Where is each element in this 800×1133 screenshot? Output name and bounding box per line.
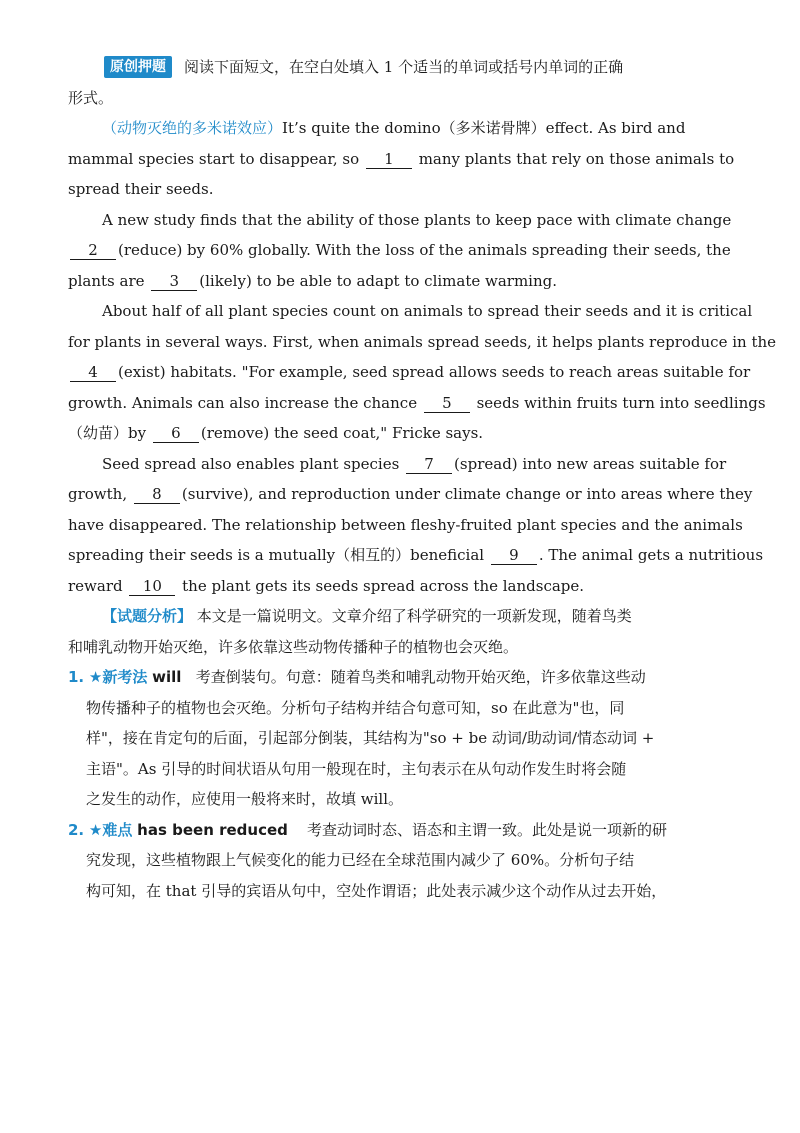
passage-p4-line-1: Seed spread also enables plant species 7 (spread) into new areas suitable for bbox=[102, 454, 727, 473]
answer-1-line-3: 样"，接在肯定句的后面，引起部分倒装，其结构为"so + be 动词/助动词/情态动词 + bbox=[86, 729, 655, 747]
blank-5[interactable]: 5 bbox=[424, 394, 470, 413]
passage-p1-line-2: mammal species start to disappear, so 1 many plants that rely on those animals to bbox=[68, 149, 735, 168]
blank-1[interactable]: 1 bbox=[366, 150, 412, 169]
passage-p2-line-2: 2 (reduce) by 60% globally. With the loss of the animals spreading their seeds, the bbox=[68, 235, 734, 266]
answer-2-line-1: 2. ★难点 has been reduced 考查动词时态、语态和主谓一致。此处是说一项新的研 bbox=[68, 820, 667, 839]
passage-p1-line-1: （动物灭绝的多米诺效应）It’s quite the domino（多米诺骨牌）effect. As bird and bbox=[102, 119, 686, 137]
section-tag: 原创押题 bbox=[104, 56, 172, 78]
passage-p4-line-5: reward 10 the plant gets its seeds spread across the landscape. bbox=[68, 576, 585, 595]
key-point-badge: ★新考法 bbox=[88, 668, 148, 686]
passage-p2-line-3: plants are 3 (likely) to be able to adapt to climate warming. bbox=[68, 271, 558, 290]
passage-p3-line-2: for plants in several ways. First, when animals spread seeds, it helps plants reproduce in the bbox=[68, 332, 777, 351]
blank-8[interactable]: 8 bbox=[134, 485, 180, 504]
instruction-text: 阅读下面短文，在空白处填入 1 个适当的单词或括号内单词的正确 bbox=[184, 58, 624, 76]
answer-1-line-4: 主语"。As 引导的时间状语从句用一般现在时，主句表示在从句动作发生时将会随 bbox=[86, 759, 627, 778]
exercise-page bbox=[68, 52, 777, 906]
key-point-badge: ★难点 bbox=[88, 820, 133, 839]
instruction-line-1 bbox=[68, 52, 734, 83]
answer-1-line-5: 之发生的动作，应使用一般将来时，故填 will。 bbox=[86, 790, 404, 808]
analysis-line-2: 和哺乳动物开始灭绝，许多依靠这些动物传播种子的植物也会灭绝。 bbox=[68, 637, 519, 656]
blank-2[interactable]: 2 bbox=[70, 241, 116, 260]
answer-1-line-1: 1. ★新考法 will 考查倒装句。句意：随着鸟类和哺乳动物开始灭绝，许多依靠这些动 bbox=[68, 668, 646, 686]
passage-p4-line-4: spreading their seeds is a mutually（相互的）beneficial 9 . The animal gets a nutritious bbox=[68, 546, 764, 564]
answer-1-line-2: 物传播种子的植物也会灭绝。分析句子结构并结合句意可知，so 在此意为"也，同 bbox=[86, 698, 625, 717]
instruction-line-2: 形式。 bbox=[68, 88, 114, 107]
blank-3[interactable]: 3 bbox=[151, 272, 197, 291]
blank-9[interactable]: 9 bbox=[491, 546, 537, 565]
answer-2-line-2: 究发现，这些植物跟上气候变化的能力已经在全球范围内减少了 60%。分析句子结 bbox=[86, 851, 635, 869]
answer-number: 2. bbox=[68, 820, 85, 839]
answer-text: will bbox=[152, 668, 182, 686]
answer-number: 1. bbox=[68, 668, 85, 686]
blank-4[interactable]: 4 bbox=[70, 363, 116, 382]
passage-p3-line-5: （幼苗）by 6 (remove) the seed coat," Fricke says. bbox=[68, 424, 484, 442]
passage-p1-line-3: spread their seeds. bbox=[68, 180, 214, 198]
passage-p4-line-3: have disappeared. The relationship between fleshy-fruited plant species and the animals bbox=[68, 515, 743, 534]
analysis-heading: 【试题分析】 bbox=[102, 607, 193, 625]
passage-p3-line-3: 4 (exist) habitats. "For example, seed spread allows seeds to reach areas suitable for bbox=[68, 357, 734, 388]
passage-p3-line-4: growth. Animals can also increase the chance 5 seeds within fruits turn into seedlings bbox=[68, 393, 766, 412]
blank-7[interactable]: 7 bbox=[406, 455, 452, 474]
passage-p3-line-1: About half of all plant species count on animals to spread their seeds and it is critical bbox=[102, 302, 753, 320]
passage-title: （动物灭绝的多米诺效应） bbox=[102, 119, 283, 137]
blank-10[interactable]: 10 bbox=[129, 577, 175, 596]
analysis-line-1: 【试题分析】 本文是一篇说明文。文章介绍了科学研究的一项新发现，随着鸟类 bbox=[102, 607, 632, 625]
answer-2-line-3: 构可知，在 that 引导的宾语从句中，空处作谓语；此处表示减少这个动作从过去开始， bbox=[86, 881, 667, 900]
passage-p4-line-2: growth, 8 (survive), and reproduction under climate change or into areas where they bbox=[68, 485, 753, 503]
passage-p2-line-1: A new study finds that the ability of those plants to keep pace with climate change bbox=[102, 210, 732, 229]
blank-6[interactable]: 6 bbox=[153, 424, 199, 443]
answer-text: has been reduced bbox=[137, 820, 288, 839]
